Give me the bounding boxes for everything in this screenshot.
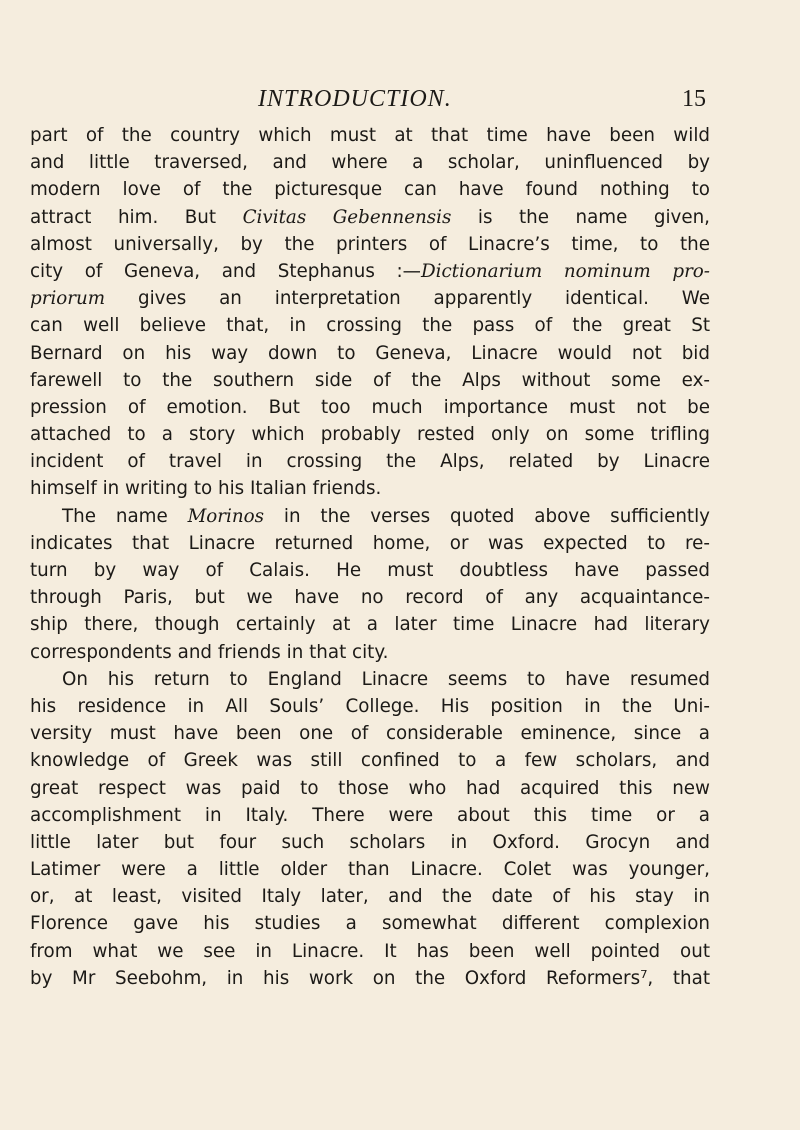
text-line: ship there, though certainly at a later time Linacre had literary [30, 614, 710, 636]
text-line: from what we see in Linacre. It has been well pointed out [30, 940, 710, 962]
text-line: modern love of the picturesque can have found nothing to [30, 179, 710, 201]
text-line: On his return to England Linacre seems to have resumed [62, 668, 710, 690]
text-line: or, at least, visited Italy later, and the date of his stay in [30, 886, 710, 908]
text-line: accomplishment in Italy. There were about this time or a [30, 804, 710, 826]
text-line: Latimer were a little older than Linacre. Colet was younger, [30, 859, 710, 881]
text-line: through Paris, but we have no record of any acquaintance- [30, 587, 710, 609]
text-line: himself in writing to his Italian friends. [30, 478, 382, 500]
text-line: priorum gives an interpretation apparently identical. We [30, 288, 710, 310]
text-line: The name Morinos in the verses quoted above sufficiently [62, 505, 710, 527]
text-line: little later but four such scholars in Oxford. Grocyn and [30, 831, 710, 853]
text-line: correspondents and friends in that city. [30, 641, 389, 663]
body-text [30, 122, 710, 992]
text-line: city of Geneva, and Stephanus :—Dictionarium nominum pro- [30, 260, 710, 282]
text-line: great respect was paid to those who had acquired this new [30, 777, 710, 799]
text-line: incident of travel in crossing the Alps, related by Linacre [30, 451, 710, 473]
text-line: his residence in All Souls’ College. His position in the Uni- [30, 695, 710, 717]
text-line: pression of emotion. But too much importance must not be [30, 396, 710, 418]
text-line: farewell to the southern side of the Alps without some ex- [30, 369, 710, 391]
text-line: by Mr Seebohm, in his work on the Oxford Reformers⁷, that [30, 967, 710, 989]
text-line: knowledge of Greek was still confined to a few scholars, and [30, 750, 710, 772]
text-line: part of the country which must at that time have been wild [30, 125, 710, 146]
text-line: and little traversed, and where a scholar, uninfluenced by [30, 152, 710, 174]
text-line: turn by way of Calais. He must doubtless have passed [30, 560, 710, 581]
running-title: INTRODUCTION. [258, 86, 452, 112]
page-number: 15 [682, 86, 706, 112]
text-line: almost universally, by the printers of Linacre’s time, to the [30, 233, 710, 255]
text-line: indicates that Linacre returned home, or was expected to re- [30, 532, 710, 554]
text-line: attract him. But Civitas Gebennensis is the name given, [30, 206, 710, 228]
text-line: versity must have been one of considerable eminence, since a [30, 723, 710, 745]
text-line: Florence gave his studies a somewhat different complexion [30, 913, 710, 935]
text-line: attached to a story which probably rested only on some trifling [30, 424, 710, 446]
running-head [0, 86, 800, 116]
text-line: can well believe that, in crossing the pass of the great St [30, 315, 710, 337]
text-line: Bernard on his way down to Geneva, Linacre would not bid [30, 342, 710, 364]
